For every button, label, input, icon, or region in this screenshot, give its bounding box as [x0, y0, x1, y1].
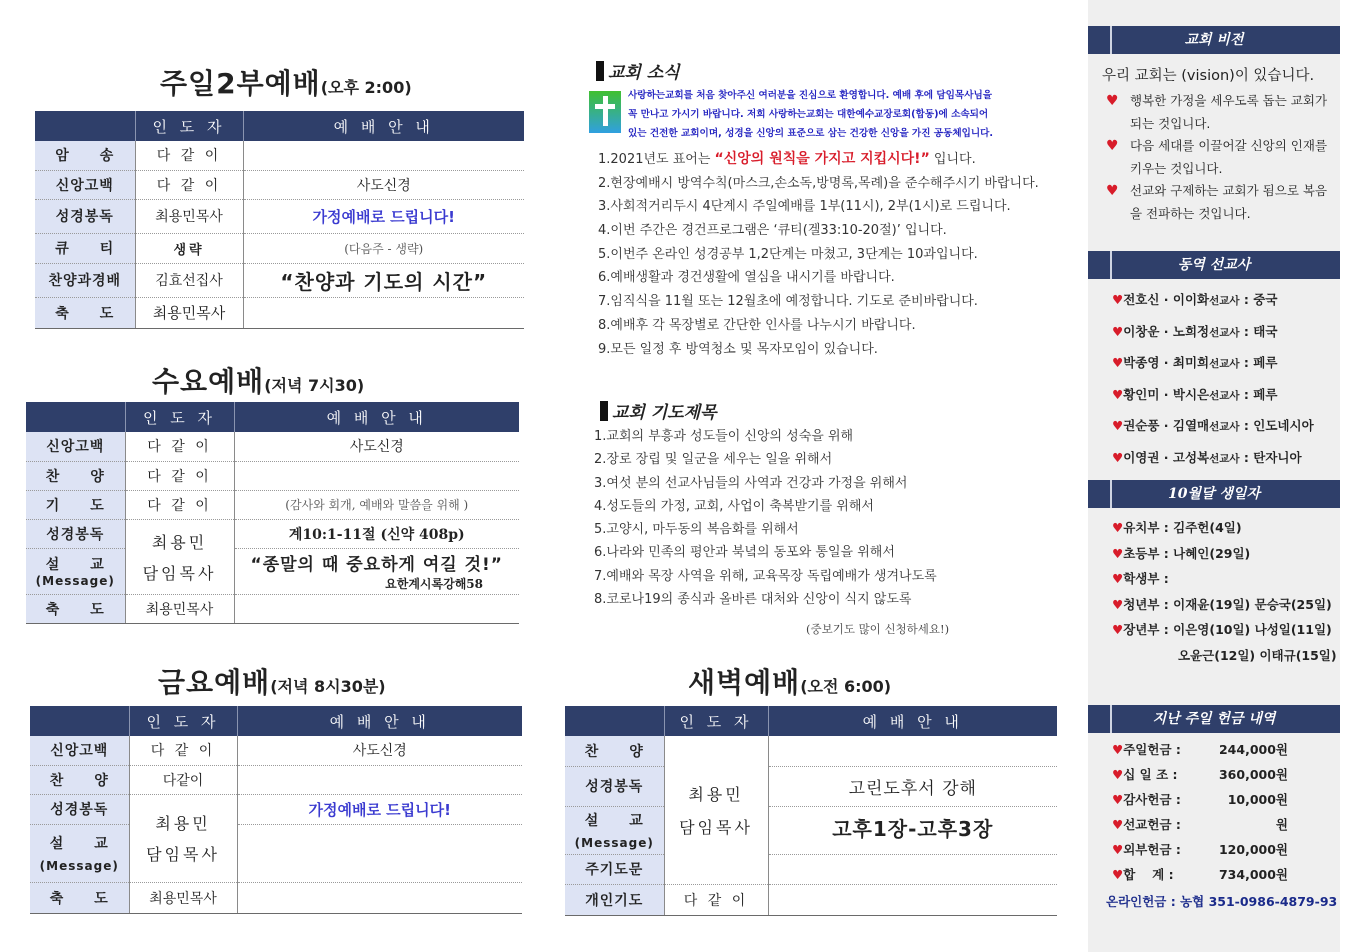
list-item: ♥외부헌금 : 120,000원	[1112, 842, 1288, 857]
heart-icon: ♥	[1112, 792, 1124, 807]
list-item: ♥이창운 · 노희정선교사 : 태국	[1112, 323, 1278, 339]
heart-icon: ♥	[1112, 418, 1124, 434]
sunday2-title: 주일2부예배(오후 2:00)	[160, 67, 412, 100]
heart-icon: ♥	[1112, 817, 1124, 832]
heart-icon: ♥	[1112, 867, 1124, 882]
news-heading: 교회 소식	[596, 58, 680, 83]
list-item: ♥청년부 : 이재윤(19일) 문승국(25일)	[1112, 596, 1332, 612]
dawn-table: 인 도 자 예 배 안 내 찬 양 최용민 담임목사 성경봉독 고린도후서 강해 설 교 (Message) 고후1장-고후3장 주기도문 개인기도 다 같 이	[565, 706, 1057, 916]
heart-icon: ♥	[1106, 183, 1119, 199]
list-item: 6.예배생활과 경건생활에 열심을 내시기를 바랍니다.	[598, 270, 895, 286]
list-item: 오윤근(12일) 이태규(15일)	[1178, 647, 1337, 663]
list-item: ♥장년부 : 이은영(10일) 나성일(11일)	[1112, 622, 1332, 637]
list-item: 4.성도들의 가정, 교회, 사업이 축복받기를 위해서	[594, 498, 874, 514]
vision-heading: 교회 비전	[1088, 26, 1340, 54]
list-item: ♥박종영 · 최미희선교사 : 페루	[1112, 355, 1278, 371]
heart-icon: ♥	[1106, 93, 1119, 109]
heart-icon: ♥	[1112, 622, 1124, 637]
list-item: ♥ 선교와 구제하는 교회가 됨으로 복음을 전파하는 것입니다.	[1106, 180, 1334, 225]
welcome-message: 사랑하는교회를 처음 찾아주신 여러분을 진심으로 환영합니다. 예배 후에 담임목사님을 꼭 만나고 가시기 바랍니다. 저희 사랑하는교회는 대한예수교장로회(합동)에 소속되어 있는 건전한 교회이며, 성경을 신앙의 표준으로 삼는 건강한 신앙을 가진 공동체입니다.	[628, 90, 994, 139]
heart-icon: ♥	[1112, 386, 1124, 402]
list-item: 2.장로 장립 및 일군을 세우는 일을 위해서	[594, 452, 833, 468]
list-item: ♥주일헌금 : 244,000원	[1112, 742, 1288, 757]
heart-icon: ♥	[1112, 449, 1124, 465]
offering-heading: 지난 주일 헌금 내역	[1088, 705, 1340, 733]
list-item: 5.고양시, 마두동의 복음화를 위해서	[594, 522, 799, 538]
offering-list	[1112, 740, 1288, 890]
heart-icon: ♥	[1112, 767, 1124, 782]
list-item: 3.사회적거리두시 4단계시 주일예배를 1부(11시), 2부(1시)로 드립니다.	[598, 199, 1011, 215]
heart-icon: ♥	[1112, 742, 1124, 757]
list-item: 6.나라와 민족의 평안과 북녘의 동포와 통일을 위해서	[594, 545, 895, 561]
list-item: ♥선교헌금 : 원	[1112, 817, 1288, 832]
missionary-list	[1112, 290, 1314, 480]
list-item: 2.현장예배시 방역수칙(마스크,손소독,방명록,목례)을 준수해주시기 바랍니다.	[598, 175, 1039, 191]
heart-icon: ♥	[1112, 323, 1124, 339]
list-item: ♥초등부 : 나혜인(29일)	[1112, 545, 1251, 561]
missionary-heading: 동역 선교사	[1088, 251, 1340, 279]
list-item: ♥이영권 · 고성복선교사 : 탄자니아	[1112, 449, 1302, 465]
list-item: 8.예배후 각 목장별로 간단한 인사를 나누시기 바랍니다.	[598, 317, 916, 333]
wednesday-table: 인 도 자 예 배 안 내 신앙고백 다 같 이 사도신경 찬 양 다 같 이 기 도 다 같 이 (감사와 회개, 예배와 말씀을 위해 ) 성경봉독 최용민 담임목사 계10:1-11절 (신약 408p) 설 교 (Message) “종말의 때 중요하게 여길 것!” 요한계시록강해58 축 도 최용민목사	[26, 402, 519, 624]
prayer-list	[594, 425, 937, 611]
sunday2-table: 인 도 자 예 배 안 내 암 송 다 같 이 신앙고백 다 같 이 사도신경 성경봉독 최용민목사 가정예배로 드립니다! 큐 티 생략 (다음주 - 생략) 찬양과경배 김효선집사 “찬양과 기도의 시간” 축 도 최용민목사	[35, 111, 524, 329]
list-item: ♥십 일 조 : 360,000원	[1112, 767, 1288, 782]
list-item: ♥ 행복한 가정을 세우도록 돕는 교회가 되는 것입니다.	[1106, 90, 1334, 135]
friday-table: 인 도 자 예 배 안 내 신앙고백 다 같 이 사도신경 찬 양 다같이 성경봉독 최용민 담임목사 가정예배로 드립니다! 설 교 (Message) 축 도 최용민목사	[30, 706, 522, 914]
list-item: 8.코로나19의 종식과 올바른 대처와 신앙이 식지 않도록	[594, 592, 912, 608]
cross-icon	[589, 91, 621, 133]
vision-title: 우리 교회는 (vision)이 있습니다.	[1102, 68, 1315, 84]
list-item: 1.2021년도 표어는 “신앙의 원칙을 가지고 지킵시다!” 입니다.	[598, 151, 976, 167]
list-item: 9.모든 일정 후 방역청소 및 목자모임이 있습니다.	[598, 341, 878, 357]
heart-icon: ♥	[1112, 545, 1124, 561]
list-item: ♥합 계 : 734,000원	[1112, 867, 1288, 882]
prayer-heading: 교회 기도제목	[600, 398, 716, 423]
vision-list	[1106, 90, 1334, 225]
list-item: ♥유치부 : 김주헌(4일)	[1112, 520, 1242, 535]
list-item: ♥황인미 · 박시은선교사 : 페루	[1112, 386, 1278, 402]
list-item: 5.이번주 온라인 성경공부 1,2단계는 마쳤고, 3단계는 10과입니다.	[598, 246, 978, 262]
list-item: 7.임직식을 11월 또는 12월초에 예정합니다. 기도로 준비바랍니다.	[598, 294, 978, 310]
list-item: ♥ 다음 세대를 이끌어갈 신앙의 인재를 키우는 것입니다.	[1106, 135, 1334, 180]
list-item: ♥전호신 · 이이화선교사 : 중국	[1112, 292, 1278, 307]
birthday-heading: 10월달 생일자	[1088, 480, 1340, 508]
birthday-list	[1112, 518, 1337, 671]
year-motto: “신앙의 원칙을 가지고 지킵시다!”	[714, 151, 930, 167]
heart-icon: ♥	[1112, 520, 1124, 535]
list-item: ♥학생부 :	[1112, 571, 1169, 586]
friday-title: 금요예배(저녁 8시30분)	[158, 666, 386, 699]
heart-icon: ♥	[1112, 596, 1124, 612]
list-item: 4.이번 주간은 경건프로그램은 ‘큐티(겔33:10-20절)’ 입니다.	[598, 223, 947, 239]
list-item: 3.여섯 분의 선교사님들의 사역과 건강과 가정을 위해서	[594, 475, 908, 491]
heart-icon: ♥	[1112, 355, 1124, 371]
list-item: 1.교회의 부흥과 성도들이 신앙의 성숙을 위해	[594, 429, 854, 444]
family-worship-note: 가정예배로 드립니다!	[312, 207, 455, 226]
news-list	[598, 148, 1039, 361]
list-item: 7.예배와 목장 사역을 위해, 교육목장 독립예배가 생겨나도록	[594, 568, 937, 584]
wednesday-title: 수요예배(저녁 7시30)	[152, 365, 365, 398]
heart-icon: ♥	[1112, 571, 1124, 586]
list-item: ♥감사헌금 : 10,000원	[1112, 792, 1288, 807]
online-offering-account: 온라인헌금 : 농협 351-0986-4879-93	[1106, 894, 1338, 909]
heart-icon: ♥	[1112, 292, 1124, 307]
row-label: 암 송	[35, 141, 135, 170]
heart-icon: ♥	[1106, 138, 1119, 154]
prayer-note: (중보기도 많이 신청하세요!)	[806, 622, 950, 636]
heart-icon: ♥	[1112, 842, 1124, 857]
list-item: ♥권순풍 · 김열매선교사 : 인도네시아	[1112, 418, 1314, 434]
dawn-title: 새벽예배(오전 6:00)	[688, 666, 892, 699]
